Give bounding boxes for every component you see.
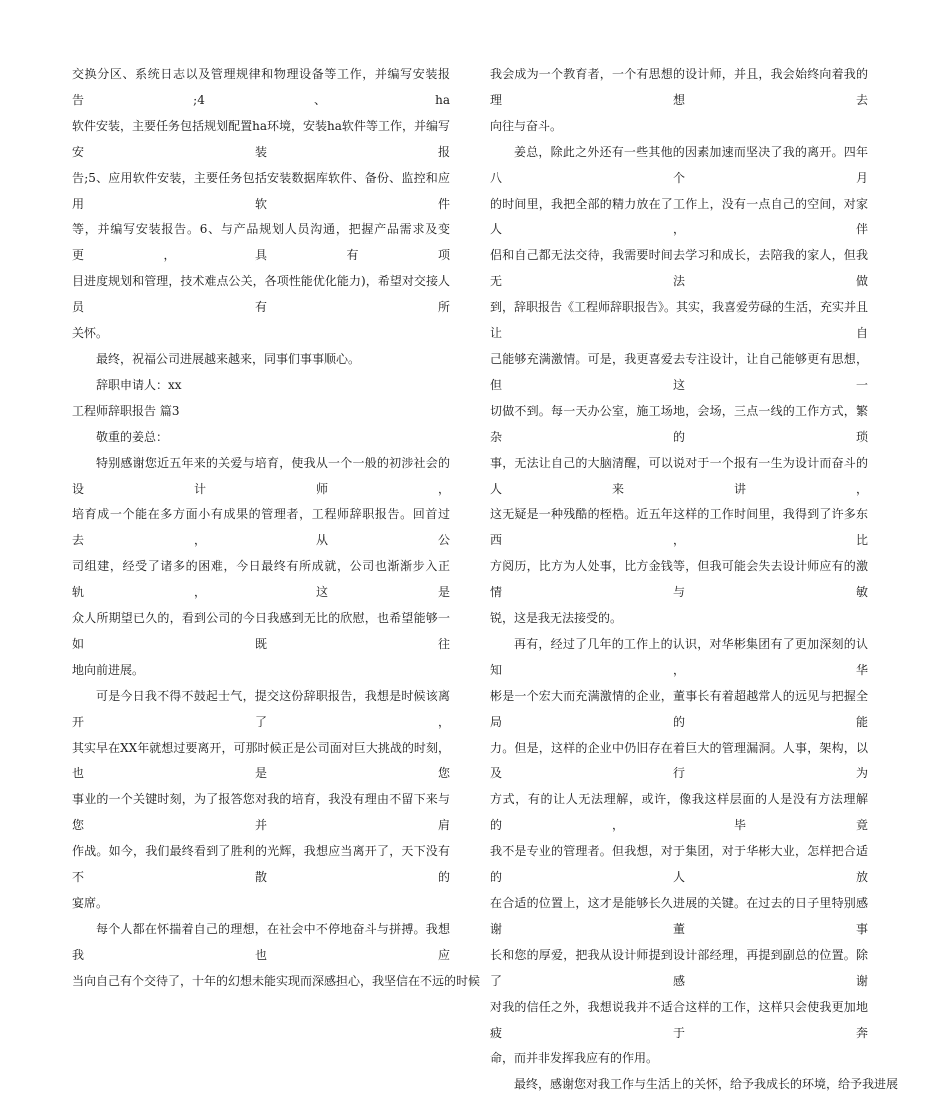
paragraph (490, 1072, 899, 1098)
paragraph (72, 373, 450, 399)
paragraph (72, 425, 450, 451)
text-line: 事，无法让自己的大脑清醒，可以说对于一个报有一生为设计而奋斗的人来讲， (490, 455, 868, 496)
text-line: 软件安装，主要任务包括规划配置ha环境，安装ha软件等工作，并编写安装报 (72, 118, 450, 159)
right-column (490, 62, 899, 1098)
left-column (72, 62, 481, 995)
text-line: 目进度规划和管理，技术难点公关，各项性能优化能力)，希望对交接人员有所 (72, 274, 450, 315)
text-line: 等，并编写安装报告。6、与产品规划人员沟通，把握产品需求及变更，具有项 (72, 222, 450, 263)
paragraph (490, 140, 868, 632)
text-line: 方阅历，比方为人处事，比方金钱等，但我可能会失去设计师应有的激情与敏 (490, 559, 868, 600)
text-line: 我不是专业的管理者。但我想，对于集团，对于华彬大业，怎样把合适的人放 (490, 844, 868, 885)
text-line: 的时间里，我把全部的精力放在了工作上，没有一点自己的空间，对家人，伴 (490, 196, 868, 237)
text-line: 关怀。 (72, 326, 109, 341)
text-line: 敬重的姜总： (96, 429, 169, 444)
text-line: 姜总，除此之外还有一些其他的因素加速而坚决了我的离开。四年八个月 (490, 144, 868, 185)
paragraph (490, 62, 868, 140)
text-line: 工程师辞职报告 篇3 (72, 403, 180, 418)
text-line: 锐，这是我无法接受的。 (490, 611, 623, 626)
text-line: 其实早在XX年就想过要离开，可那时候正是公司面对巨大挑战的时刻，也是您 (72, 740, 450, 781)
text-line: 特别感谢您近五年来的关爱与培育，使我从一个一般的初涉社会的设计师， (72, 455, 450, 496)
text-line: 命，而并非发挥我应有的作用。 (490, 1051, 659, 1066)
text-line: 当向自己有个交待了，十年的幻想未能实现而深感担心，我坚信在不远的时候 (72, 973, 481, 988)
paragraph (72, 399, 450, 425)
text-line: 长和您的厚爱，把我从设计师提到设计部经理，再提到副总的位置。除了感谢 (490, 947, 868, 988)
paragraph (72, 451, 450, 684)
text-line: 再有，经过了几年的工作上的认识，对华彬集团有了更加深刻的认知，华 (490, 636, 868, 677)
text-line: 最终，祝福公司进展越来越来，同事们事事顺心。 (96, 351, 361, 366)
paragraph (72, 917, 481, 995)
text-line: 作战。如今，我们最终看到了胜利的光辉，我想应当离开了，天下没有不散的 (72, 844, 450, 885)
text-line: 地向前进展。 (72, 662, 145, 677)
text-line: 对我的信任之外，我想说我并不适合这样的工作，这样只会使我更加地疲于奔 (490, 999, 868, 1040)
paragraph (72, 684, 450, 917)
paragraph (490, 632, 868, 1072)
text-line: 侣和自己都无法交待，我需要时间去学习和成长，去陪我的家人，但我无法做 (490, 248, 868, 289)
text-line: 培育成一个能在多方面小有成果的管理者，工程师辞职报告。回首过去，从公 (72, 507, 450, 548)
paragraph (72, 347, 450, 373)
text-line: 到，辞职报告《工程师辞职报告》。其实，我喜爱劳碌的生活，充实并且让自 (490, 300, 869, 341)
text-line: 我会成为一个教育者，一个有思想的设计师，并且，我会始终向着我的理想去 (490, 67, 868, 107)
paragraph (72, 62, 450, 347)
text-line: 告;5、应用软件安装，主要任务包括安装数据库软件、备份、监控和应用软件 (72, 170, 450, 211)
text-line: 交换分区、系统日志以及管理规律和物理设备等工作，并编写安装报告;4、ha (72, 67, 450, 107)
text-line: 切做不到。每一天办公室，施工场地，会场，三点一线的工作方式，繁杂的琐 (490, 403, 868, 444)
text-line: 己能够充满激情。可是，我更喜爱去专注设计，让自己能够更有思想，但这一 (490, 351, 868, 392)
text-line: 司组建，经受了诸多的困难，今日最终有所成就，公司也渐渐步入正轨，这是 (72, 559, 450, 600)
text-line: 事业的一个关键时刻，为了报答您对我的培育，我没有理由不留下来与您并肩 (72, 792, 450, 833)
text-line: 每个人都在怀揣着自己的理想，在社会中不停地奋斗与拼搏。我想我也应 (72, 921, 450, 962)
text-line: 这无疑是一种残酷的桎梏。近五年这样的工作时间里，我得到了许多东西，比 (490, 507, 868, 548)
text-line: 在合适的位置上，这才是能够长久进展的关键。在过去的日子里特别感谢董事 (490, 896, 868, 936)
text-line: 可是今日我不得不鼓起士气，提交这份辞职报告，我想是时候该离开了， (72, 688, 450, 729)
text-line: 力。但是，这样的企业中仍旧存在着巨大的管理漏洞。人事，架构，以及行为 (490, 740, 868, 781)
text-line: 方式，有的让人无法理解，或许，像我这样层面的人是没有方法理解的，毕竟 (490, 792, 868, 833)
text-line: 向往与奋斗。 (490, 118, 563, 133)
text-line: 众人所期望已久的，看到公司的今日我感到无比的欣慰，也希望能够一如既往 (72, 611, 450, 651)
text-line: 最终，感谢您对我工作与生活上的关怀，给予我成长的环境，给予我进展 (514, 1077, 899, 1092)
text-line: 彬是一个宏大而充满激情的企业，董事长有着超越常人的远见与把握全局的能 (490, 688, 868, 729)
text-line: 辞职申请人：xx (96, 377, 182, 392)
text-line: 宴席。 (72, 896, 109, 910)
